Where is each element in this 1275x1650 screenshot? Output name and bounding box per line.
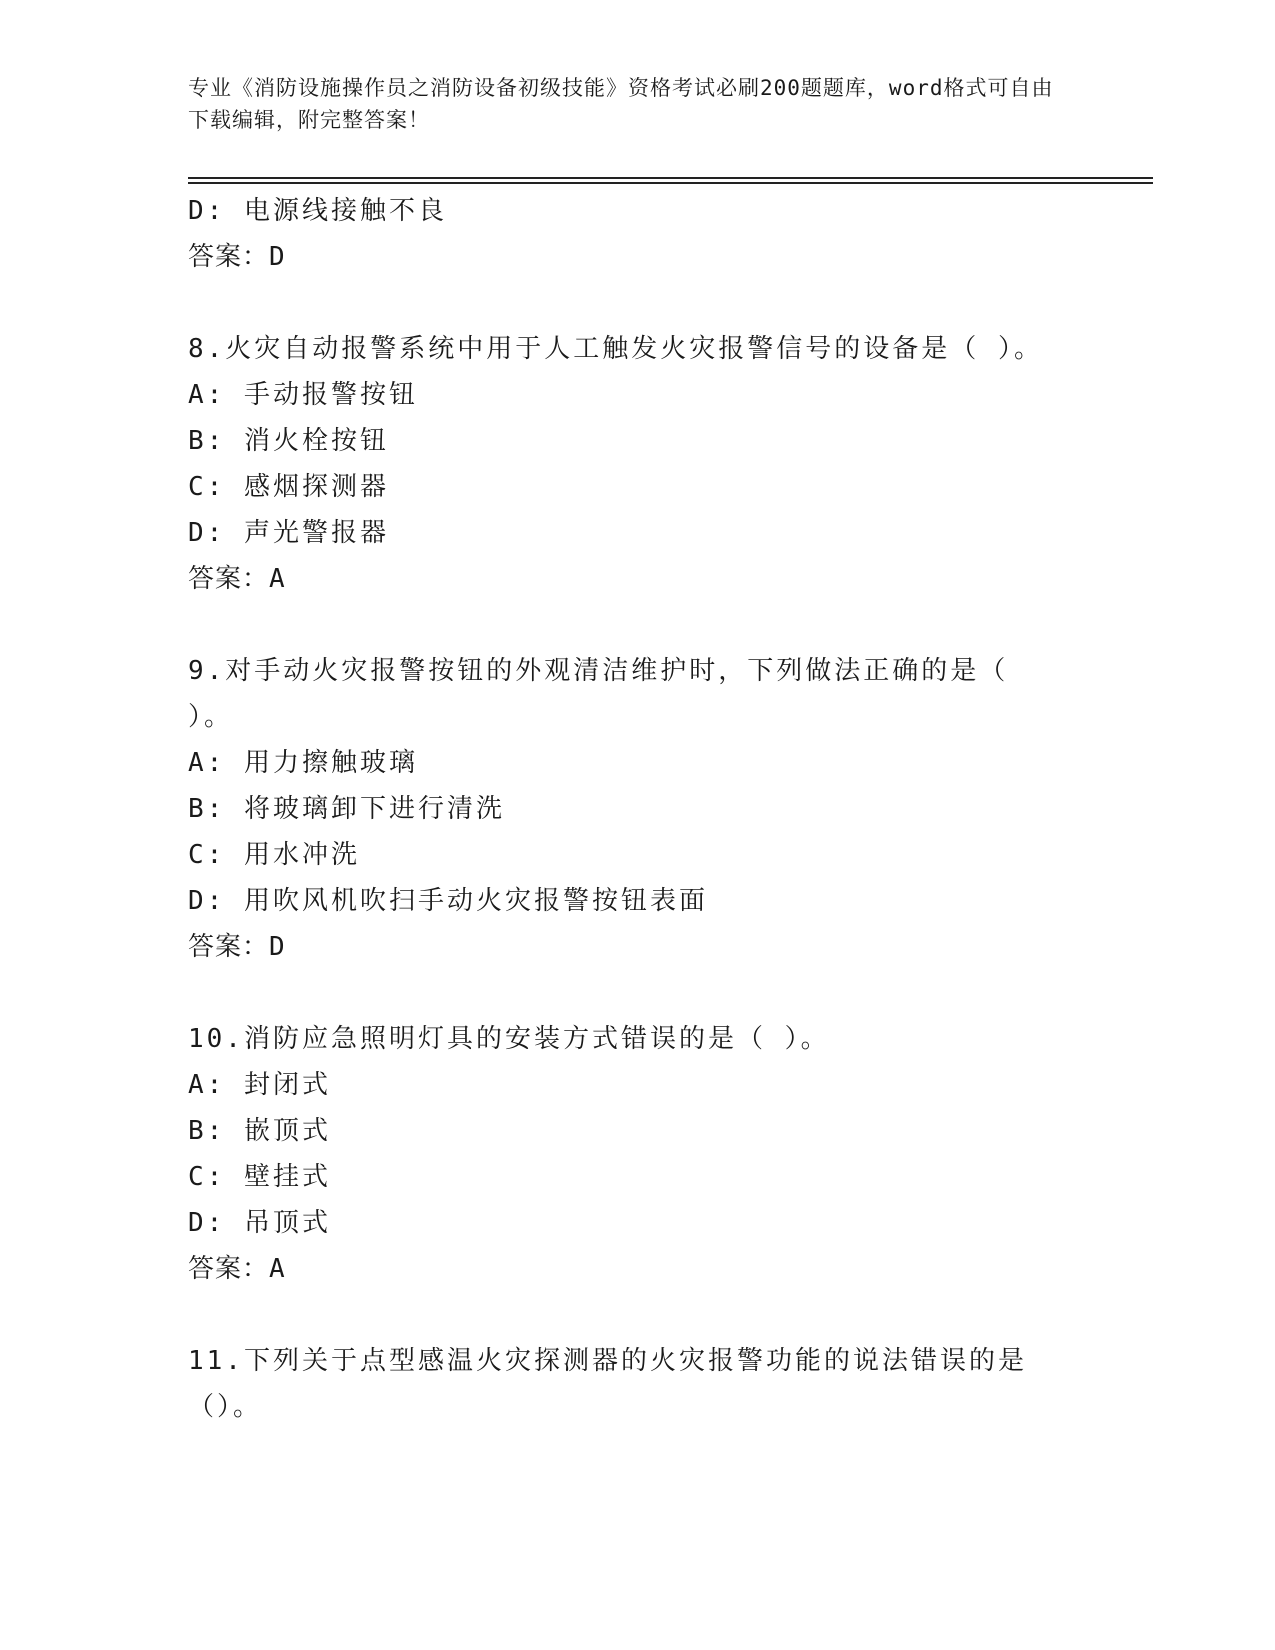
answer-line <box>188 234 1068 280</box>
option-d: D: 吊顶式 <box>188 1208 331 1238</box>
header-text: 专业《消防设施操作员之消防设备初级技能》资格考试必刷200题题库，word格式可自由下载编辑，附完整答案！ <box>188 76 1054 132</box>
option-a: A: 用力擦触玻璃 <box>188 748 418 778</box>
answer-line <box>188 556 1068 602</box>
answer-label: 答案： <box>188 242 270 272</box>
option-d: D: 电源线接触不良 <box>188 196 447 226</box>
answer-line <box>188 1246 1068 1292</box>
header-divider-top <box>188 177 1153 179</box>
answer-value: A <box>269 1254 286 1284</box>
answer-label: 答案： <box>188 1254 270 1284</box>
option-b: B: 将玻璃卸下进行清洗 <box>188 794 505 824</box>
option-c: C: 壁挂式 <box>188 1162 331 1192</box>
answer-line <box>188 924 1068 970</box>
answer-value: A <box>269 564 286 594</box>
option-a: A: 手动报警按钮 <box>188 380 418 410</box>
answer-label: 答案： <box>188 564 270 594</box>
option-b: B: 消火栓按钮 <box>188 426 389 456</box>
question-list <box>188 188 1068 1430</box>
option-d: D: 用吹风机吹扫手动火灾报警按钮表面 <box>188 886 708 916</box>
spacer <box>188 970 1068 1016</box>
answer-value: D <box>269 242 286 272</box>
question-stem: 9.对手动火灾报警按钮的外观清洁维护时，下列做法正确的是（ ）。 <box>188 656 1009 732</box>
header-divider-bottom <box>188 182 1153 184</box>
answer-value: D <box>269 932 286 962</box>
option-a: A: 封闭式 <box>188 1070 331 1100</box>
answer-label: 答案： <box>188 932 270 962</box>
option-c: C: 用水冲洗 <box>188 840 360 870</box>
question-stem: 11.下列关于点型感温火灾探测器的火灾报警功能的说法错误的是（）。 <box>188 1346 1027 1422</box>
option-b: B: 嵌顶式 <box>188 1116 331 1146</box>
option-c: C: 感烟探测器 <box>188 472 389 502</box>
question-stem: 8.火灾自动报警系统中用于人工触发火灾报警信号的设备是（ ）。 <box>188 334 1043 364</box>
document-header <box>188 72 1068 136</box>
spacer <box>188 280 1068 326</box>
question-stem: 10.消防应急照明灯具的安装方式错误的是（ ）。 <box>188 1024 830 1054</box>
spacer <box>188 602 1068 648</box>
option-d: D: 声光警报器 <box>188 518 389 548</box>
spacer <box>188 1292 1068 1338</box>
